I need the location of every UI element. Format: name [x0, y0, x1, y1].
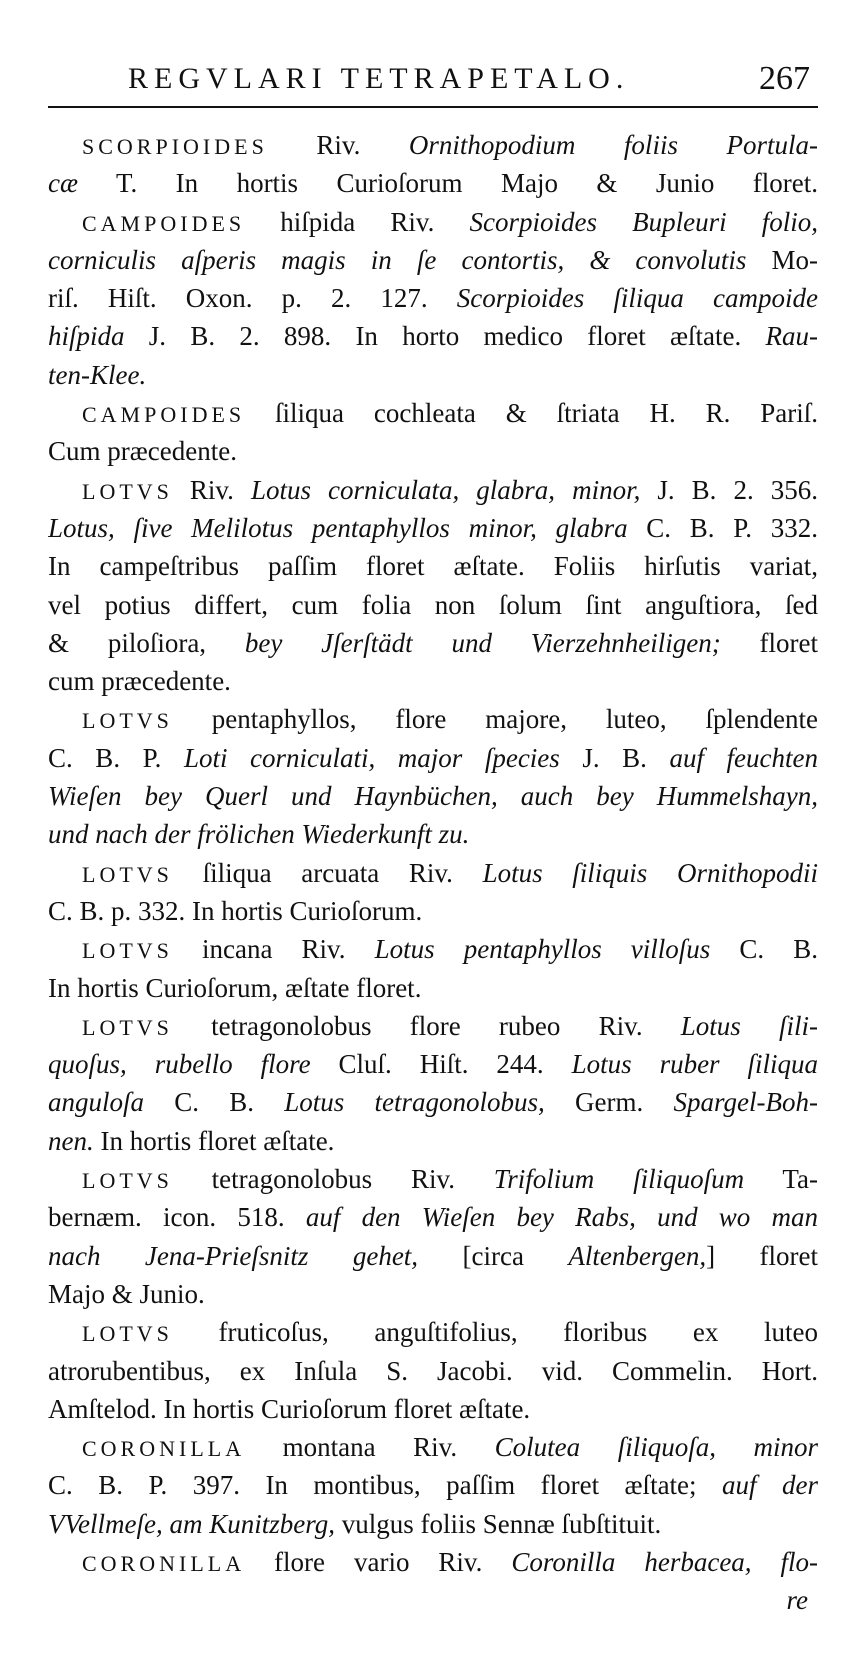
- text-line: LOTVS pentaphyllos, flore majore, luteo, ſplendente: [82, 704, 818, 735]
- catchword: re: [786, 1585, 808, 1616]
- text-line: C. B. P. Loti corniculati, major ſpecies J. B. auf feuchten: [48, 742, 818, 773]
- text-line: ten-Klee.: [48, 359, 147, 390]
- text-line: In hortis Curioſorum, æſtate floret.: [48, 972, 422, 1003]
- text-line: corniculis aſperis magis in ſe contortis, & convolutis Mo-: [48, 244, 818, 275]
- text-line: SCORPIOIDES Riv. Ornithopodium foliis Portula-: [82, 130, 818, 160]
- text-line: CORONILLA montana Riv. Colutea ſiliquoſa, minor: [82, 1432, 818, 1463]
- page-number: 267: [759, 60, 810, 97]
- text-line: CAMPOIDES hiſpida Riv. Scorpioides Bupleuri folio,: [82, 206, 818, 237]
- text-line: Majo & Junio.: [48, 1278, 205, 1309]
- text-line: nen. In hortis floret æſtate.: [48, 1125, 335, 1156]
- text-line: VVellmeſe, am Kunitzberg, vulgus foliis Sennæ ſubſtituit.: [48, 1508, 662, 1539]
- text-line: CAMPOIDES ſiliqua cochleata & ſtriata H. R. Pariſ.: [82, 398, 818, 429]
- text-line: Wieſen bey Querl und Haynbüchen, auch bey Hummelshayn,: [48, 781, 818, 812]
- text-line: anguloſa C. B. Lotus tetragonolobus, Germ. Spargel-Boh-: [48, 1087, 818, 1118]
- text-line: cæ T. In hortis Curioſorum Majo & Junio floret.: [48, 168, 818, 199]
- text-line: LOTVS ſiliqua arcuata Riv. Lotus ſiliquis Ornithopodii: [82, 857, 818, 888]
- text-line: LOTVS tetragonolobus Riv. Trifolium ſiliquoſum Ta-: [82, 1164, 818, 1195]
- text-line: riſ. Hiſt. Oxon. p. 2. 127. Scorpioides ſiliqua campoide: [48, 283, 818, 314]
- text-line: bernæm. icon. 518. auf den Wieſen bey Rabs, und wo man: [48, 1202, 818, 1233]
- text-line: LOTVS incana Riv. Lotus pentaphyllos villoſus C. B.: [82, 934, 818, 965]
- text-line: C. B. p. 332. In hortis Curioſorum.: [48, 895, 423, 926]
- text-line: Lotus, ſive Melilotus pentaphyllos minor, glabra C. B. P. 332.: [48, 512, 818, 543]
- text-line: LOTVS Riv. Lotus corniculata, glabra, minor, J. B. 2. 356.: [82, 474, 818, 505]
- text-line: vel potius differt, cum folia non ſolum ſint anguſtiora, ſed: [48, 589, 818, 620]
- text-line: cum præcedente.: [48, 666, 231, 697]
- text-line: und nach der frölichen Wiederkunft zu.: [48, 819, 470, 850]
- text-line: C. B. P. 397. In montibus, paſſim floret æſtate; auf der: [48, 1470, 818, 1501]
- header-rule: [48, 106, 818, 108]
- body-text: [48, 126, 818, 1620]
- text-line: hiſpida J. B. 2. 898. In horto medico floret æſtate. Rau-: [48, 321, 818, 352]
- text-line: Amſtelod. In hortis Curioſorum floret æſtate.: [48, 1393, 531, 1424]
- text-line: CORONILLA flore vario Riv. Coronilla herbacea, flo-: [82, 1546, 818, 1577]
- text-line: nach Jena-Prieſsnitz gehet, [circa Altenbergen,] floret: [48, 1240, 818, 1271]
- text-line: LOTVS tetragonolobus flore rubeo Riv. Lotus ſili-: [82, 1010, 818, 1041]
- text-line: & piloſiora, bey Jſerſtädt und Vierzehnheiligen; floret: [48, 627, 818, 658]
- text-line: In campeſtribus paſſim floret æſtate. Foliis hirſutis variat,: [48, 551, 818, 582]
- text-line: atrorubentibus, ex Inſula S. Jacobi. vid. Commelin. Hort.: [48, 1355, 818, 1386]
- text-line: quoſus, rubello flore Cluſ. Hiſt. 244. Lotus ruber ſiliqua: [48, 1049, 818, 1080]
- text-line: Cum præcedente.: [48, 436, 237, 467]
- text-line: LOTVS fruticoſus, anguſtifolius, floribus ex luteo: [82, 1317, 818, 1348]
- page-header: [48, 56, 818, 108]
- running-head: REGVLARI TETRAPETALO.: [128, 62, 630, 95]
